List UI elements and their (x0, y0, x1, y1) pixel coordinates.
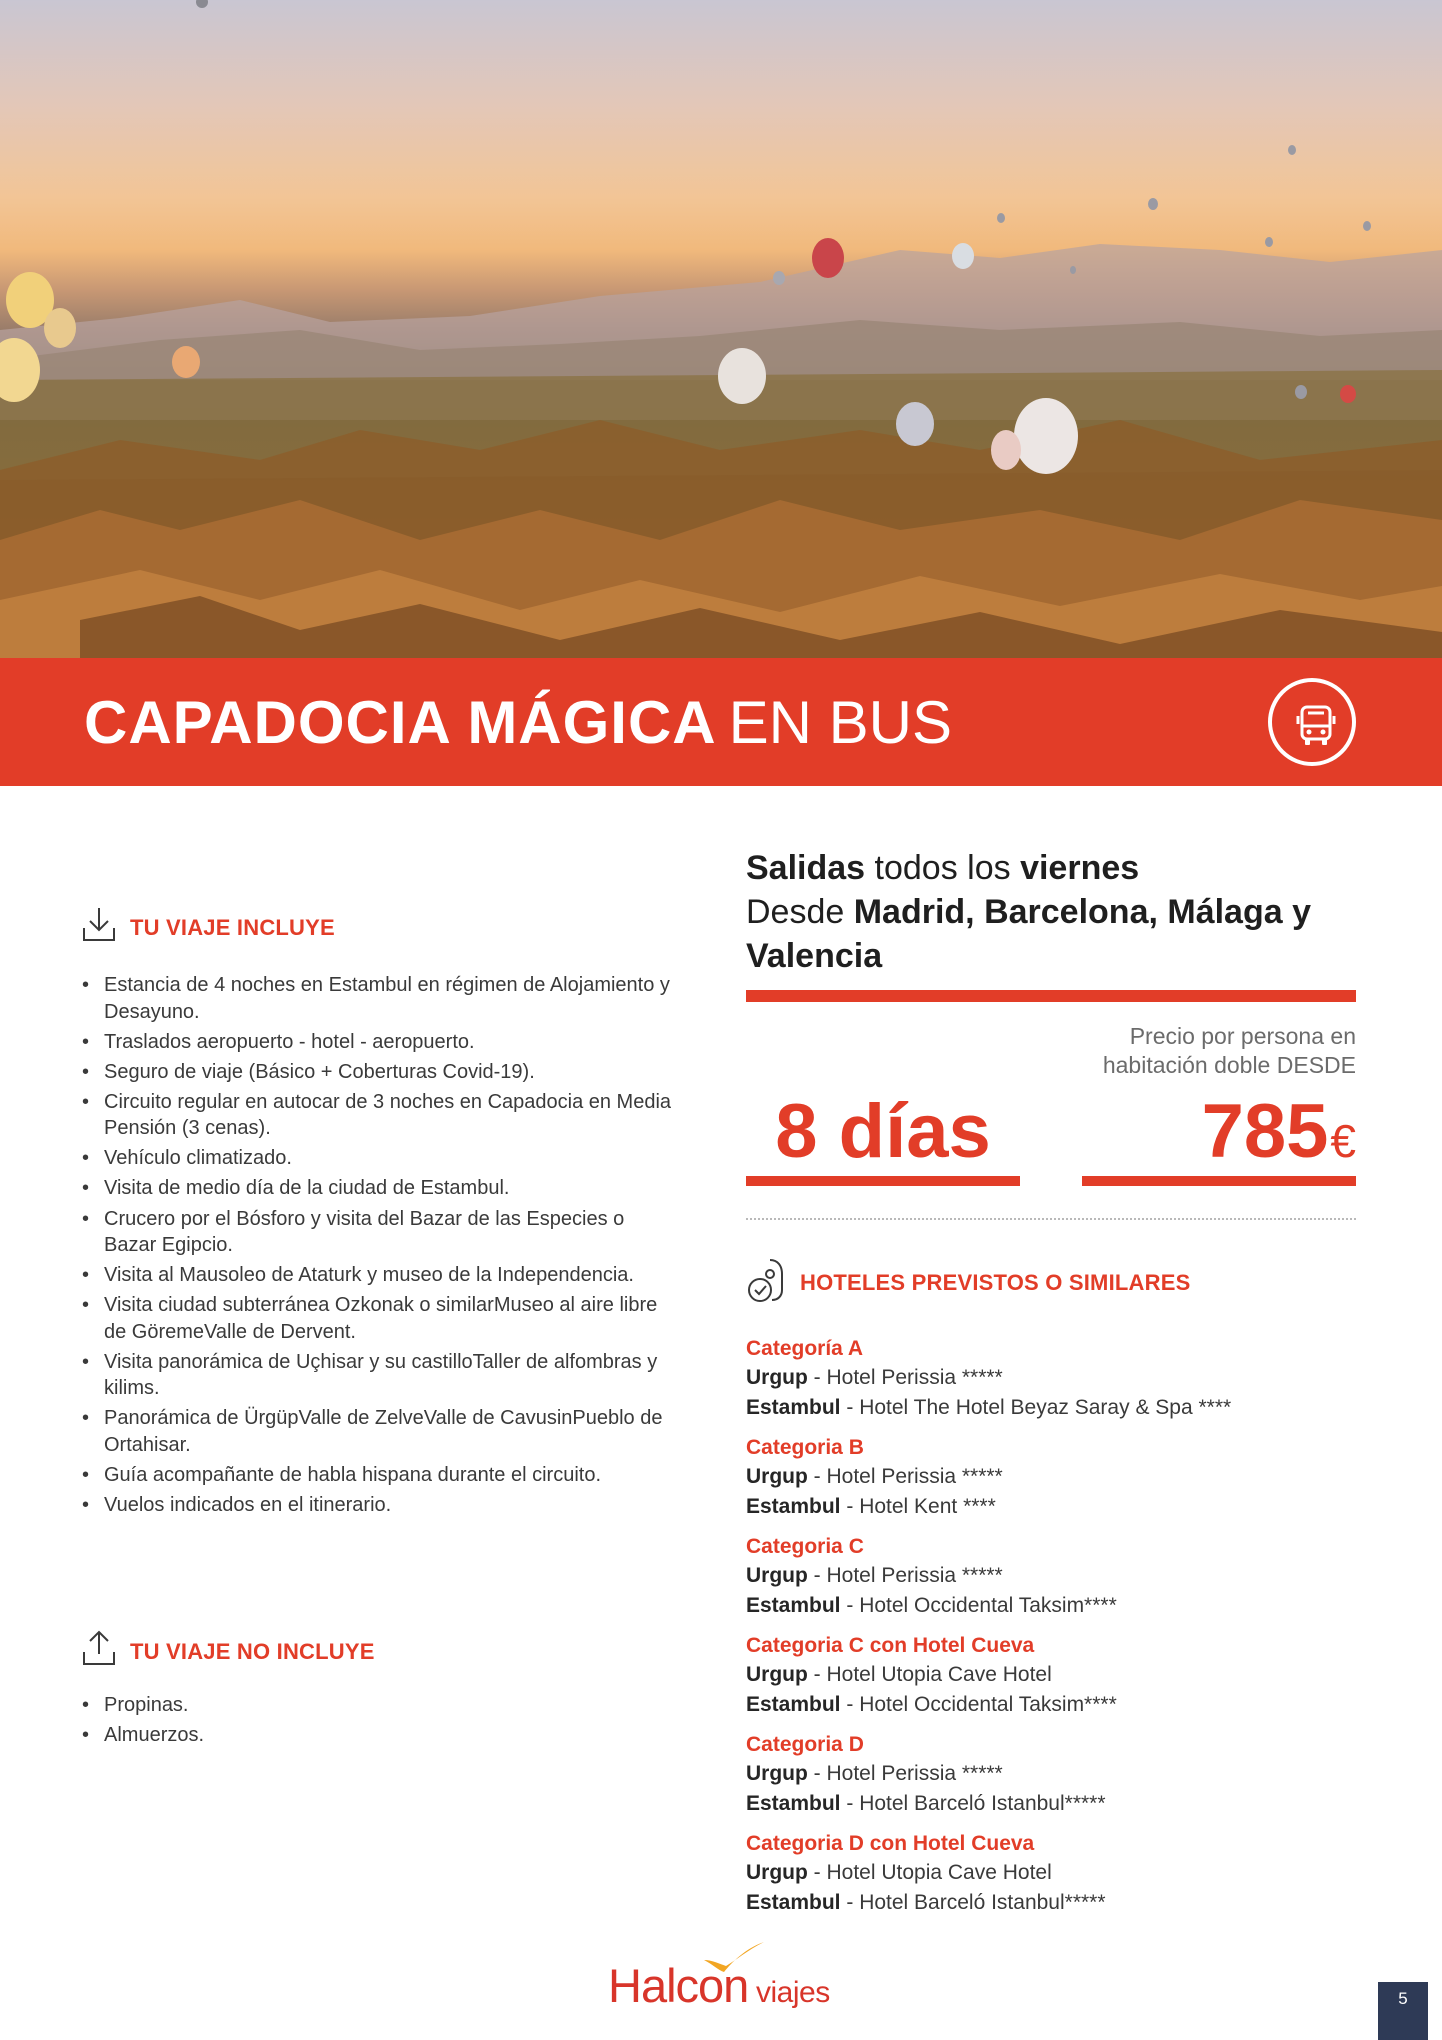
hotel-line (746, 1492, 1366, 1522)
hotel-city: Urgup (746, 1663, 808, 1686)
list-item: • Vehículo climatizado. (82, 1145, 672, 1172)
list-item: • Crucero por el Bósforo y visita del Bazar de las Especies o Bazar Egipcio. (82, 1206, 672, 1259)
hotel-name: - Hotel Barceló Istanbul***** (840, 1792, 1106, 1815)
includes-list (82, 972, 672, 1522)
category-name: Categoria D (746, 1733, 864, 1756)
hotel-name: - Hotel Perissia ***** (807, 1366, 1003, 1389)
list-item: • Visita ciudad subterránea Ozkonak o similarMuseo al aire libre de GöremeValle de Dervent. (82, 1292, 672, 1345)
hotel-city: Estambul (746, 1792, 841, 1815)
hotel-city: Urgup (746, 1366, 808, 1389)
hotel-name: - Hotel Barceló Istanbul***** (840, 1891, 1106, 1914)
list-item: • Guía acompañante de habla hispana durante el circuito. (82, 1462, 672, 1489)
departure-cities: Madrid, Barcelona, Málaga y Valencia (746, 893, 1311, 975)
price-note (1000, 1022, 1356, 1080)
hotel-city: Urgup (746, 1762, 808, 1785)
hotel-name: - Hotel Perissia ***** (807, 1762, 1003, 1785)
list-item: • Visita panorámica de Uçhisar y su castilloTaller de alfombras y kilims. (82, 1349, 672, 1402)
hotel-name: - Hotel Perissia ***** (807, 1564, 1003, 1587)
divider-rule (746, 990, 1356, 1002)
hotel-line (746, 1858, 1366, 1888)
page-title (84, 688, 952, 758)
includes-heading: TU VIAJE INCLUYE (130, 914, 335, 940)
hotel-category (746, 1532, 1366, 1621)
list-item: • Vuelos indicados en el itinerario. (82, 1492, 672, 1519)
download-icon (82, 906, 116, 949)
hotels-header (746, 1256, 1190, 1309)
hero-photo-cappadocia-balloons (0, 0, 1442, 658)
list-item: • Panorámica de ÜrgüpValle de ZelveValle de CavusinPueblo de Ortahisar. (82, 1405, 672, 1458)
desde-label: Desde (746, 893, 845, 931)
hotel-line (746, 1690, 1366, 1720)
hotel-city: Estambul (746, 1594, 841, 1617)
hotel-line (746, 1759, 1366, 1789)
upload-icon (82, 1630, 116, 1673)
hotel-city: Estambul (746, 1693, 841, 1716)
departures-info (746, 846, 1366, 978)
title-light: EN BUS (728, 689, 953, 756)
hotel-name: - Hotel Perissia ***** (807, 1465, 1003, 1488)
hotel-city: Estambul (746, 1396, 841, 1419)
list-item: • Visita al Mausoleo de Ataturk y museo de la Independencia. (82, 1262, 672, 1289)
list-item: • Circuito regular en autocar de 3 noches en Capadocia en Media Pensión (3 cenas). (82, 1089, 672, 1142)
hotel-category (746, 1829, 1366, 1918)
duration-underline (746, 1176, 1020, 1186)
salidas-label: Salidas (746, 849, 866, 887)
hotel-bell-icon (746, 1256, 786, 1309)
excludes-header (82, 1630, 375, 1673)
hotel-line (746, 1363, 1366, 1393)
list-item: • Almuerzos. (82, 1722, 672, 1749)
hotel-line (746, 1462, 1366, 1492)
hotel-line (746, 1591, 1366, 1621)
hotel-name: - Hotel Utopia Cave Hotel (807, 1663, 1052, 1686)
category-name: Categoria C con Hotel Cueva (746, 1634, 1035, 1657)
hotel-name: - Hotel Occidental Taksim**** (840, 1594, 1117, 1617)
title-bold: CAPADOCIA MÁGICA (84, 689, 717, 756)
dotted-separator (746, 1218, 1356, 1220)
page-number: 5 (1378, 1982, 1428, 2040)
bus-icon (1268, 678, 1356, 766)
price-underline (1082, 1176, 1356, 1186)
category-name: Categoria D con Hotel Cueva (746, 1832, 1035, 1855)
halcon-viajes-logo (608, 1940, 838, 2020)
list-item: • Visita de medio día de la ciudad de Estambul. (82, 1175, 672, 1202)
hotel-line (746, 1789, 1366, 1819)
price-currency: € (1330, 1115, 1356, 1167)
hotel-city: Urgup (746, 1861, 808, 1884)
hotel-line (746, 1561, 1366, 1591)
hotel-name: - Hotel The Hotel Beyaz Saray & Spa **** (840, 1396, 1232, 1419)
category-name: Categoria C (746, 1535, 864, 1558)
hotel-line (746, 1660, 1366, 1690)
hotel-city: Urgup (746, 1564, 808, 1587)
title-band (0, 658, 1442, 786)
hotel-category (746, 1631, 1366, 1720)
excludes-heading: TU VIAJE NO INCLUYE (130, 1638, 375, 1664)
price-note-line2: habitación doble DESDE (1102, 1052, 1356, 1078)
hotel-city: Urgup (746, 1465, 808, 1488)
departure-day: viernes (1020, 849, 1140, 887)
hotel-name: - Hotel Kent **** (840, 1495, 996, 1518)
hotel-line (746, 1888, 1366, 1918)
hotels-list (746, 1334, 1366, 1928)
hotel-category (746, 1334, 1366, 1423)
includes-header (82, 906, 335, 949)
hotel-category (746, 1433, 1366, 1522)
hotel-line (746, 1393, 1366, 1423)
hotel-city: Estambul (746, 1891, 841, 1914)
list-item: • Propinas. (82, 1692, 672, 1719)
excludes-list (82, 1692, 672, 1752)
hotel-name: - Hotel Utopia Cave Hotel (807, 1861, 1052, 1884)
logo-main-text: Halcon (608, 1959, 749, 2012)
list-item: • Seguro de viaje (Básico + Coberturas Covid-19). (82, 1059, 672, 1086)
trip-duration: 8 días (775, 1089, 991, 1174)
list-item: • Traslados aeropuerto - hotel - aeropuerto. (82, 1029, 672, 1056)
category-name: Categoria B (746, 1436, 864, 1459)
hotels-heading: HOTELES PREVISTOS O SIMILARES (800, 1269, 1191, 1295)
price-value (1082, 1090, 1356, 1183)
salidas-frequency: todos los (874, 849, 1011, 887)
category-name: Categoría A (746, 1337, 864, 1360)
price-note-line1: Precio por persona en (1129, 1023, 1356, 1049)
price-amount: 785 (1201, 1089, 1329, 1174)
list-item: • Estancia de 4 noches en Estambul en régimen de Alojamiento y Desayuno. (82, 972, 672, 1025)
hotel-city: Estambul (746, 1495, 841, 1518)
hotel-category (746, 1730, 1366, 1819)
hotel-name: - Hotel Occidental Taksim**** (840, 1693, 1117, 1716)
logo-sub-text: viajes (756, 1976, 830, 2009)
